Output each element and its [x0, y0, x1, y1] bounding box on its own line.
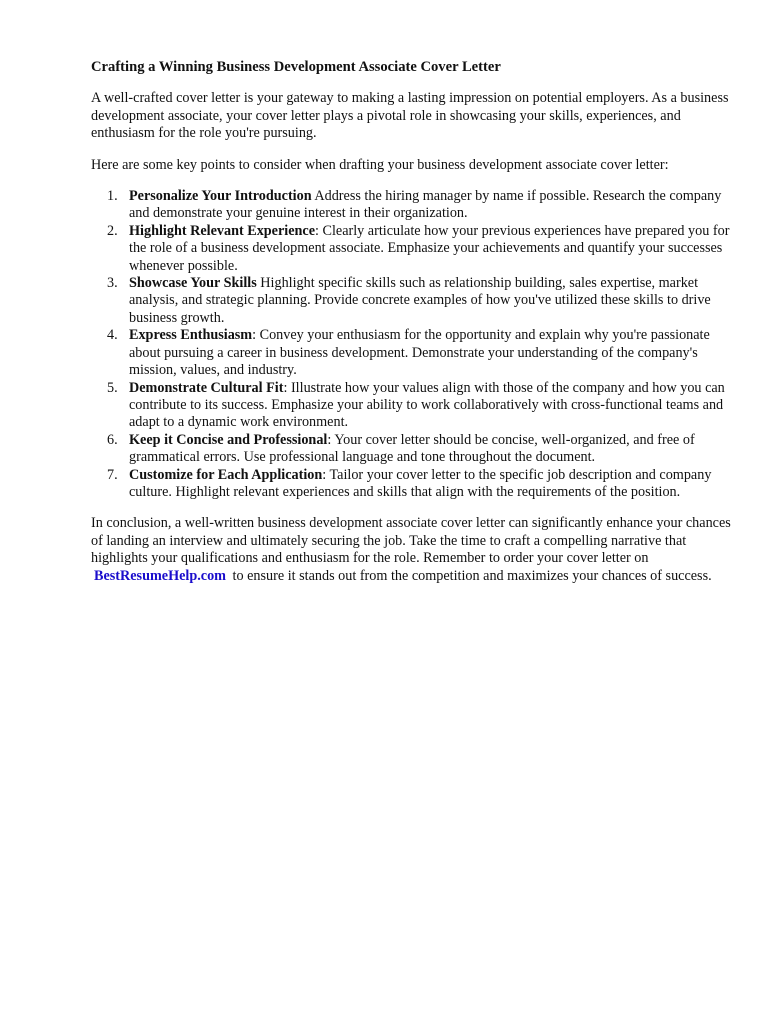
list-item-term: Keep it Concise and Professional: [129, 431, 328, 448]
list-item-text: : Tailor your cover letter to the specific job description and company culture. Highlight relevant experiences and skills that align with the requirements of the position.: [129, 466, 712, 500]
list-item: [107, 431, 731, 467]
list-item-term: Customize for Each Application: [129, 466, 323, 483]
document-page: [91, 59, 731, 599]
list-item-text: : Clearly articulate how your previous experiences have prepared you for the role of a business development associate. Emphasize your achievements and quantify your successes whenever possible.: [129, 222, 730, 274]
list-item-text: : Your cover letter should be concise, well-organized, and free of grammatical errors. Use professional language and tone throughout the document.: [129, 431, 695, 466]
list-item: [107, 327, 731, 379]
list-item-term: Highlight Relevant Experience: [129, 222, 315, 239]
list-item: [107, 275, 731, 327]
key-points-list: [91, 188, 731, 501]
list-item-number: 1.: [107, 188, 118, 205]
list-item-number: 2.: [107, 222, 118, 239]
list-item-text: : Illustrate how your values align with those of the company and how you can contribute to its success. Emphasize your ability to work collaboratively with cross-functional teams and adapt to a dynamic work environment.: [129, 379, 725, 431]
conclusion-paragraph: [91, 515, 731, 585]
list-item-term: Express Enthusiasm: [129, 327, 253, 344]
list-item: [107, 188, 731, 223]
lead-in-paragraph: Here are some key points to consider when drafting your business development associate cover letter:: [91, 156, 669, 173]
conclusion-text-after-link: to ensure it stands out from the competition and maximizes your chances of success.: [229, 567, 712, 584]
conclusion-text-before-link: In conclusion, a well-written business development associate cover letter can significantly enhance your chances of landing an interview and ultimately securing the job. Take the time to craft a compelling narrative that highlights your qualifications and enthusiasm for the role. Remember to order your cover letter on: [91, 515, 731, 567]
best-resume-help-link[interactable]: BestResumeHelp.com: [94, 567, 226, 584]
list-item-number: 6.: [107, 431, 118, 448]
list-item: [107, 466, 731, 502]
intro-paragraph: A well-crafted cover letter is your gateway to making a lasting impression on potential employers. As a business development associate, your cover letter plays a pivotal role in showcasing your skills, experiences, and enthusiasm for the role you're pursuing.: [91, 90, 729, 142]
list-item-text: Highlight specific skills such as relationship building, sales expertise, market analysis, and strategic planning. Provide concrete examples of how you've utilized these skills to drive business growth.: [129, 275, 711, 326]
list-item-text: Address the hiring manager by name if possible. Research the company and demonstrate your genuine interest in their organization.: [129, 188, 722, 222]
list-item: [107, 379, 731, 432]
list-item-number: 5.: [107, 379, 118, 396]
document-title: Crafting a Winning Business Development Associate Cover Letter: [91, 59, 501, 75]
list-item: [107, 222, 731, 275]
list-item-term: Showcase Your Skills: [129, 275, 257, 292]
list-item-text: : Convey your enthusiasm for the opportunity and explain why you're passionate about pursuing a career in business development. Demonstrate your understanding of the company's mission, values, and industry.: [129, 327, 710, 379]
list-item-term: Demonstrate Cultural Fit: [129, 379, 284, 396]
list-item-term: Personalize Your Introduction: [129, 188, 312, 205]
list-item-number: 3.: [107, 275, 118, 292]
list-item-number: 4.: [107, 327, 118, 344]
list-item-number: 7.: [107, 466, 118, 483]
